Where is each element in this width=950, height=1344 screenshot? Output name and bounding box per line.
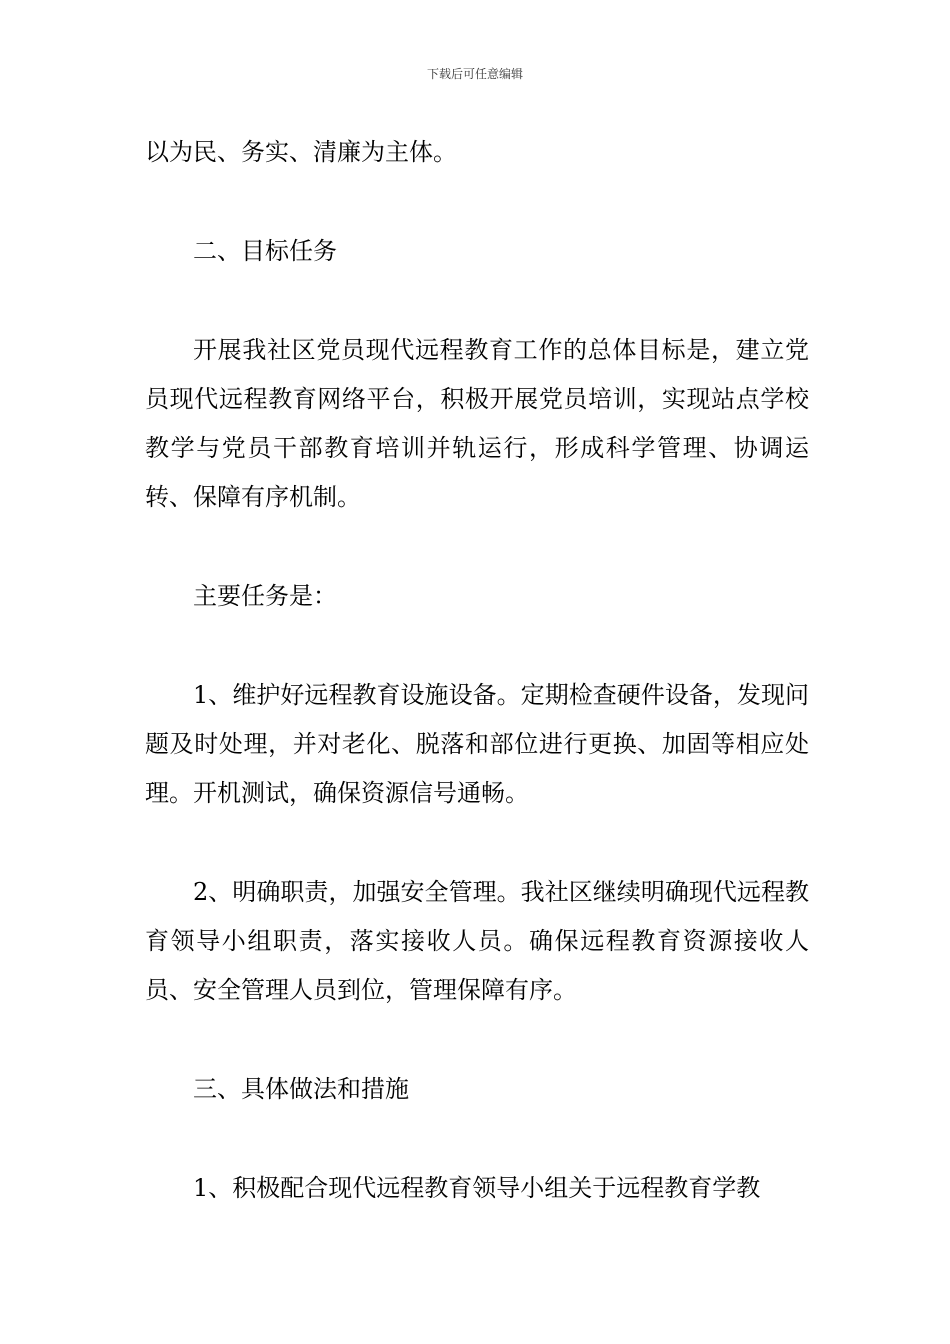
paragraph-task-2: 2、明确职责，加强安全管理。我社区继续明确现代远程教育领导小组职责，落实接收人员。确保远程教育资源接收人员、安全管理人员到位，管理保障有序。 [145,878,809,1004]
section-heading-measures: 三、具体做法和措施 [193,1075,409,1103]
paragraph-overall-goal: 开展我社区党员现代远程教育工作的总体目标是，建立党员现代远程教育网络平台，积极开展党员培训，实现站点学校教学与党员干部教育培训并轨运行，形成科学管理、协调运转、保障有序机制。 [145,336,809,511]
page-header: 下载后可任意编辑 [426,67,523,81]
paragraph-main-tasks-intro: 主要任务是： [193,582,337,610]
section-heading-goals: 二、目标任务 [193,237,337,265]
paragraph-task-1: 1、维护好远程教育设施设备。定期检查硬件设备，发现问题及时处理，并对老化、脱落和部位进行更换、加固等相应处理。开机测试，确保资源信号通畅。 [145,681,809,807]
document-body [145,128,809,1213]
paragraph-continuation: 以为民、务实、清廉为主体。 [145,138,457,166]
paragraph-measure-1: 1、积极配合现代远程教育领导小组关于远程教育学教 [193,1174,761,1202]
